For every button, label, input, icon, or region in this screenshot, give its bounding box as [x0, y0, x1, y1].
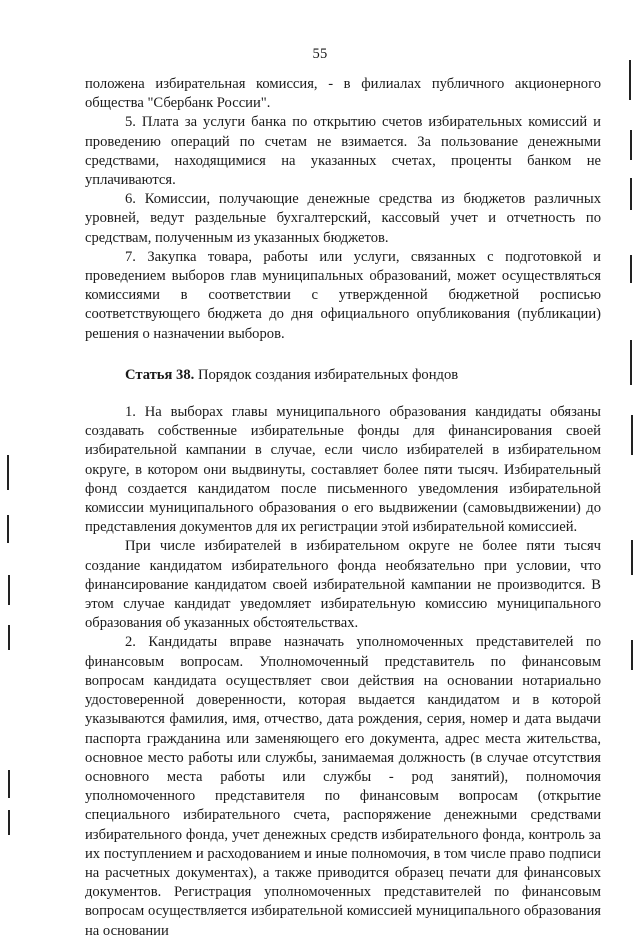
scan-margin-mark: [7, 455, 9, 490]
scan-margin-mark: [631, 640, 633, 670]
scan-margin-mark: [631, 415, 633, 455]
page-number: 55: [312, 46, 328, 62]
paragraph: 7. Закупка товара, работы или услуги, связанных с подготовкой и проведением выборов глав муниципальных образований, может осуществляться комиссиями в соответствии с утвержденной бюджетной росписью соответствующего бюджета до дня официального опубликования (публикации) решения о назначении выборов.: [85, 248, 601, 342]
article-label: Статья 38.: [125, 366, 195, 383]
paragraph: 2. Кандидаты вправе назначать уполномоченных представителей по финансовым вопросам. Уполномоченный представитель по финансовым вопросам кандидата осуществляет свои действия на основании нотариально удостоверенной доверенности, которая выдается кандидатом и в которой указываются фамилия, имя, отчество, дата рождения, серия, номер и дата выдачи паспорта гражданина или заменяющего его документа, адрес места жительства, основное место работы или службы, занимаемая должность (в случае отсутствия основного места работы или службы - род занятий), полномочия уполномоченного представителя по финансовым вопросам (открытие специального избирательного счета, распоряжение денежными средствами избирательного фонда, учет денежных средств избирательного фонда, контроль за их поступлением и расходованием и иные полномочия, в том числе право подписи на расчетных документах), а также приводится образец печати для финансовых документов. Регистрация уполномоченных представителей по финансовым вопросам осуществляется избирательной комиссией муниципального образования на основании: [85, 634, 601, 939]
article-heading: [85, 366, 601, 385]
scan-margin-mark: [630, 130, 632, 160]
document-body: [85, 75, 601, 941]
scan-margin-mark: [8, 575, 10, 605]
paragraph: 1. На выборах главы муниципального образования кандидаты обязаны создавать собственные избирательные фонды для финансирования своей избирательной кампании в случае, если число избирателей в избирательном округе, в котором они выдвинуты, составляет более пяти тысяч. Избирательный фонд создается кандидатом после письменного уведомления избирательной комиссии муниципального образования о его выдвижении (самовыдвижении) до представления документов для их регистрации этой избирательной комиссией.: [85, 404, 601, 536]
scan-margin-mark: [8, 810, 10, 835]
scan-margin-mark: [629, 60, 631, 100]
paragraph: 6. Комиссии, получающие денежные средства из бюджетов различных уровней, ведут раздельные бухгалтерский, кассовый учет и отчетность по средствам, полученным из указанных бюджетов.: [85, 191, 601, 246]
article-title: Порядок создания избирательных фондов: [197, 366, 459, 383]
scan-margin-mark: [631, 540, 633, 575]
scan-margin-mark: [630, 178, 632, 210]
paragraph: 5. Плата за услуги банка по открытию счетов избирательных комиссий и проведению операций по счетам не взимается. За пользование денежными средствами, находящимися на указанных счетах, проценты банком не уплачиваются.: [85, 114, 601, 189]
scan-margin-mark: [7, 515, 9, 543]
scan-margin-mark: [8, 770, 10, 798]
scan-margin-mark: [8, 625, 10, 650]
scan-margin-mark: [630, 340, 632, 385]
scan-margin-mark: [630, 255, 632, 283]
paragraph: положена избирательная комиссия, - в филиалах публичного акционерного общества "Сбербанк России".: [85, 76, 601, 112]
paragraph: При числе избирателей в избирательном округе не более пяти тысяч создание кандидатом избирательного фонда необязательно при условии, что финансирование кандидатом своей избирательной кампании не производится. В этом случае кандидат уведомляет избирательную комиссию муниципального образования об указанных обстоятельствах.: [85, 538, 601, 632]
